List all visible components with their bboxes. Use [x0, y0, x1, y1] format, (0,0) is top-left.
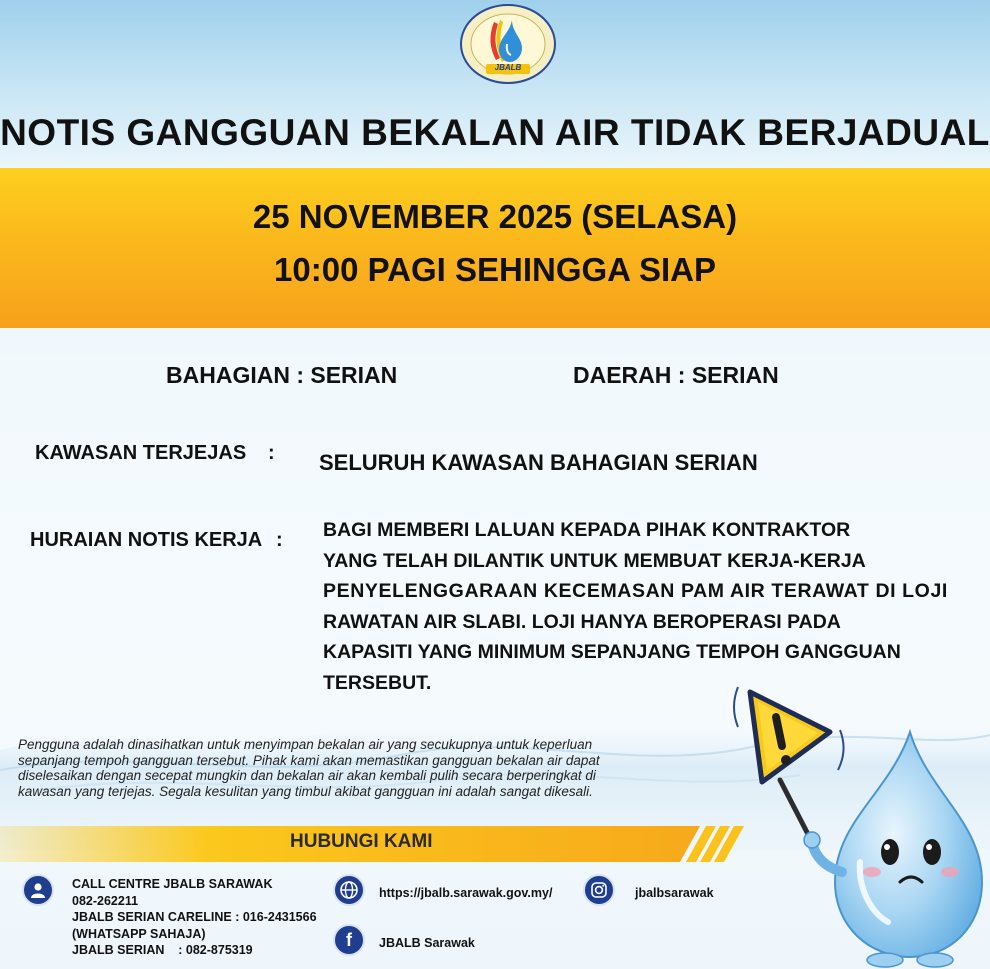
kawasan-colon: :: [268, 442, 275, 464]
jbalb-logo: [456, 2, 560, 86]
huraian-text: [323, 515, 963, 698]
huraian-line: TERSEBUT.: [323, 671, 432, 694]
huraian-colon: :: [276, 529, 283, 551]
facebook-link[interactable]: JBALB Sarawak: [379, 936, 475, 950]
warning-sign-icon: [734, 687, 844, 782]
huraian-line: YANG TELAH DILANTIK UNTUK MEMBUAT KERJA-KERJA: [323, 549, 866, 572]
instagram-link[interactable]: jbalbsarawak: [635, 886, 714, 900]
warning-mascot-illustration: [720, 672, 990, 969]
contact-line: JBALB SERIAN : 082-875319: [72, 943, 253, 957]
advice-paragraph: [18, 737, 718, 799]
advice-line: sepanjang tempoh gangguan tersebut. Pihak kami akan memastikan gangguan bekalan air dapat: [18, 752, 600, 768]
instagram-icon: [583, 874, 615, 906]
contact-line: 082-262211: [72, 893, 139, 908]
date-band: [0, 168, 990, 328]
kawasan-label: KAWASAN TERJEJAS: [35, 442, 247, 464]
huraian-line: RAWATAN AIR SLABI. LOJI HANYA BEROPERASI PADA: [323, 610, 841, 633]
notice-date: 25 NOVEMBER 2025 (SELASA): [252, 198, 738, 235]
advice-line: diselesaikan dengan secepat mungkin dan bekalan air akan kembali pulih secara berperingkat di: [18, 768, 596, 783]
logo-brand-text: JBALB: [494, 63, 522, 72]
contact-title: HUBUNGI KAMI: [290, 831, 433, 852]
contact-line: CALL CENTRE JBALB SARAWAK: [72, 877, 273, 891]
daerah-field: DAERAH : SERIAN: [573, 362, 779, 388]
huraian-line: BAGI MEMBERI LALUAN KEPADA PIHAK KONTRAKTOR: [323, 519, 851, 541]
contact-line: (WHATSAPP SAHAJA): [72, 926, 206, 941]
huraian-line: KAPASITI YANG MINIMUM SEPANJANG TEMPOH GANGGUAN: [323, 641, 901, 663]
advice-line: kawasan yang terjejas. Segala kesulitan yang timbul akibat gangguan ini adalah sangat dikesali.: [18, 783, 593, 799]
notice-title: NOTIS GANGGUAN BEKALAN AIR TIDAK BERJADUAL: [0, 112, 990, 153]
website-link[interactable]: https://jbalb.sarawak.gov.my/: [379, 886, 553, 900]
advice-line: Pengguna adalah dinasihatkan untuk menyimpan bekalan air yang secukupnya untuk keperluan: [18, 737, 593, 752]
bahagian-field: BAHAGIAN : SERIAN: [166, 362, 398, 388]
kawasan-value: SELURUH KAWASAN BAHAGIAN SERIAN: [319, 450, 758, 475]
huraian-label: HURAIAN NOTIS KERJA: [30, 529, 263, 551]
globe-icon: [333, 874, 365, 906]
person-icon: [22, 874, 54, 906]
huraian-line: PENYELENGGARAAN KECEMASAN PAM AIR TERAWAT DI LOJI: [323, 580, 948, 602]
contact-line: JBALB SERIAN CARELINE : 016-2431566: [72, 910, 317, 924]
phone-contacts: [72, 876, 317, 959]
facebook-icon: f: [333, 924, 365, 956]
notice-time: 10:00 PAGI SEHINGGA SIAP: [274, 251, 716, 288]
